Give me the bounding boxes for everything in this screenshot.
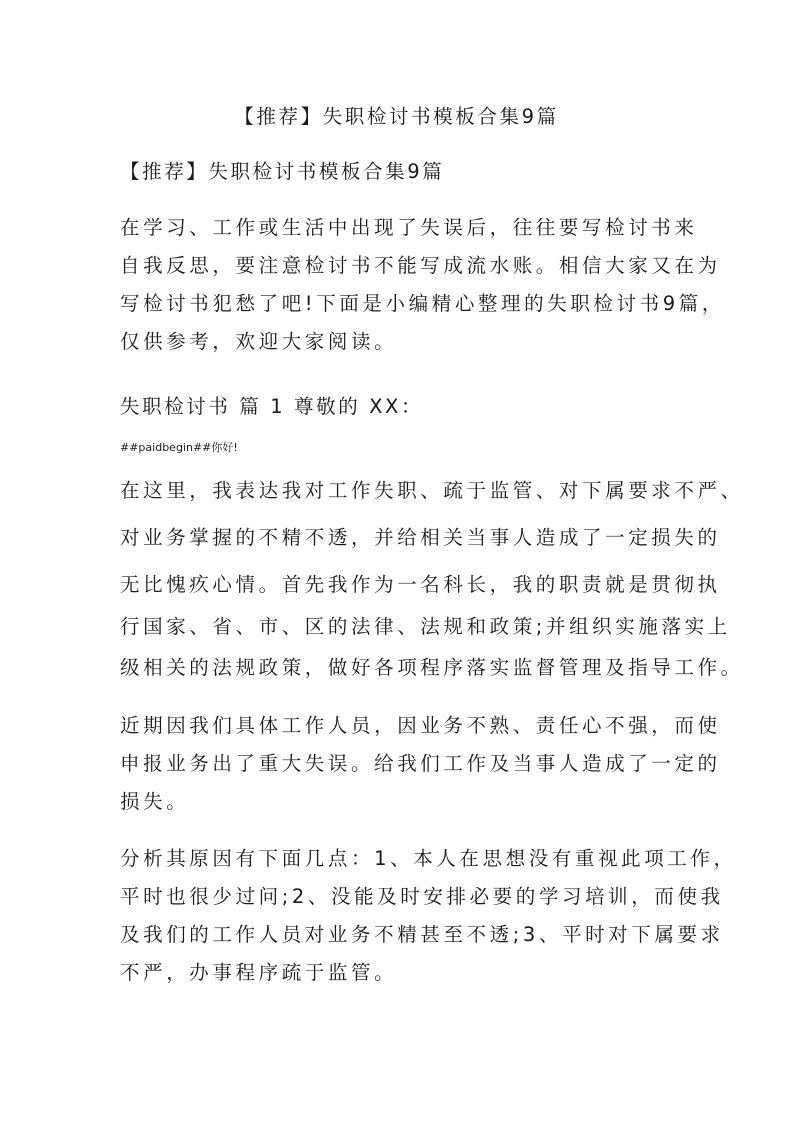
text-line: 行国家、省、市、区的法律、法规和政策;并组织实施落实上 <box>120 615 731 638</box>
text-line: 分析其原因有下面几点：1、本人在思想没有重视此项工作， <box>120 847 737 870</box>
text-line: 自我反思，要注意检讨书不能写成流水账。相信大家又在为 <box>120 254 721 277</box>
text-line: 申报业务出了重大失误。给我们工作及当事人造成了一定的 <box>120 752 721 775</box>
text-line: 损失。 <box>120 790 190 813</box>
paid-marker-line: ##paidbegin##你好! <box>120 441 238 454</box>
text-line: 无比愧疚心情。首先我作为一名科长，我的职责就是贯彻执 <box>120 573 721 596</box>
text-line: 对业务掌握的不精不透，并给相关当事人造成了一定损失的 <box>120 526 721 549</box>
text-line: 仅供参考，欢迎大家阅读。 <box>120 330 398 353</box>
document-title: 【推荐】失职检讨书模板合集9篇 <box>234 105 559 128</box>
document-subtitle: 【推荐】失职检讨书模板合集9篇 <box>120 160 445 183</box>
text-line: 不严，办事程序疏于监管。 <box>120 961 398 984</box>
text-line: 近期因我们具体工作人员，因业务不熟、责任心不强，而使 <box>120 714 721 737</box>
text-line: 及我们的工作人员对业务不精甚至不透;3、平时对下属要求 <box>120 923 724 946</box>
text-line: 在这里，我表达我对工作失职、疏于监管、对下属要求不严、 <box>120 479 744 502</box>
text-line: 在学习、工作或生活中出现了失误后，往往要写检讨书来 <box>120 216 698 239</box>
text-line: 级相关的法规政策，做好各项程序落实监督管理及指导工作。 <box>120 656 744 679</box>
section-heading: 失职检讨书 篇 1 尊敬的 XX： <box>120 395 424 418</box>
text-line: 平时也很少过问;2、没能及时安排必要的学习培训，而使我 <box>120 885 724 908</box>
text-line: 写检讨书犯愁了吧!下面是小编精心整理的失职检讨书9篇， <box>120 292 725 315</box>
